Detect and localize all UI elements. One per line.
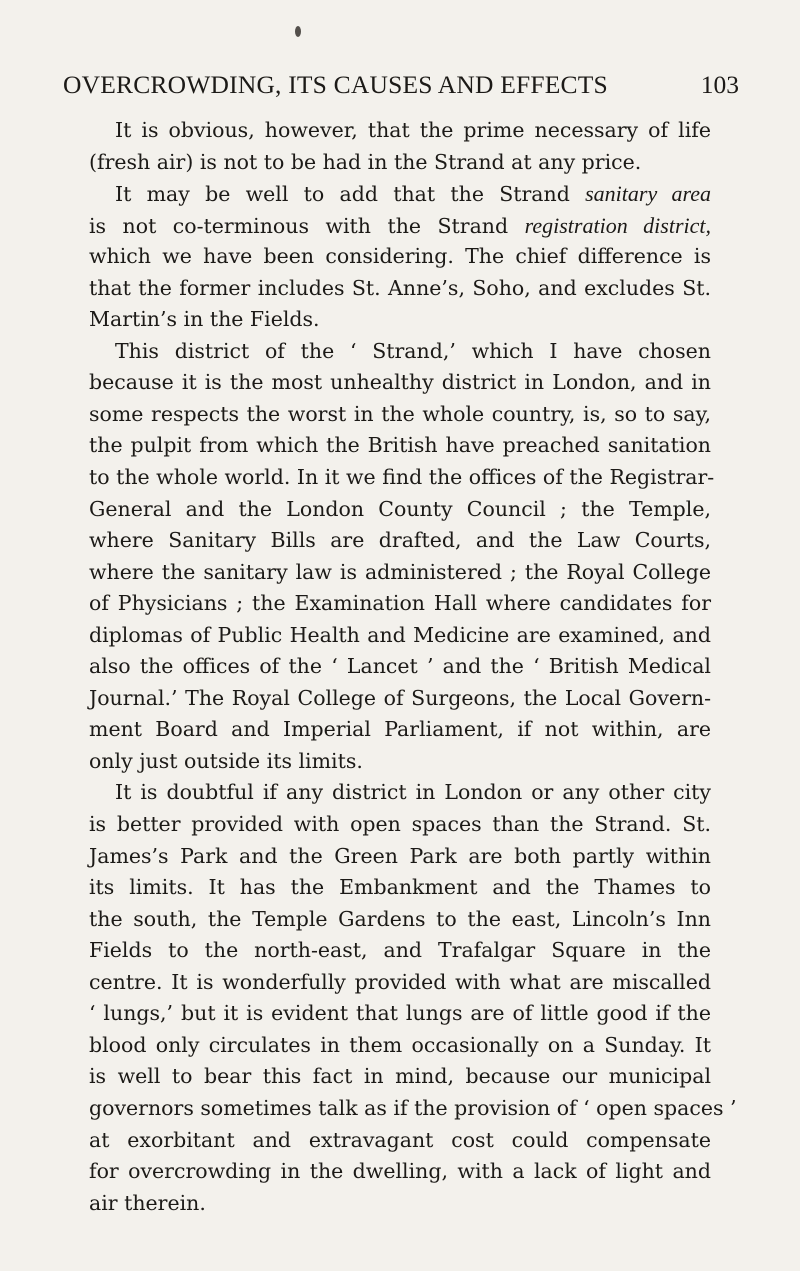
text-line xyxy=(89,210,711,242)
text-line: It is obvious, however, that the prime necessary of life xyxy=(115,118,711,142)
text-line: Journal.’ The Royal College of Surgeons, the Local Govern- xyxy=(89,685,711,710)
text-line: only just outside its limits. xyxy=(89,748,363,773)
text-line: Fields to the north-east, and Trafalgar Square in the xyxy=(89,938,711,963)
text-line: General and the London County Council ; the Temple, xyxy=(89,496,711,521)
text-line: centre. It is wonderfully provided with what are miscalled xyxy=(89,969,711,994)
running-title: OVERCROWDING, ITS CAUSES AND EFFECTS xyxy=(63,70,608,99)
text-line: James’s Park and the Green Park are both partly within xyxy=(89,843,711,868)
text-line: the pulpit from which the British have preached sanitation xyxy=(89,433,711,458)
text-line xyxy=(89,178,711,210)
text-line: the south, the Temple Gardens to the east, Lincoln’s Inn xyxy=(89,906,711,931)
text-line: (fresh air) is not to be had in the Strand at any price. xyxy=(89,149,642,174)
text-line: ‘ lungs,’ but it is evident that lungs are of little good if the xyxy=(89,1001,711,1026)
printer-mark xyxy=(295,26,301,37)
text-run: is not co-terminous with the Strand xyxy=(89,213,509,238)
page-number: 103 xyxy=(700,70,739,99)
body-text xyxy=(89,115,737,1219)
text-line: for overcrowding in the dwelling, with a lack of light and xyxy=(89,1159,711,1184)
text-line: is well to bear this fact in mind, because our municipal xyxy=(89,1064,711,1089)
text-line: its limits. It has the Embankment and the Thames to xyxy=(89,875,711,900)
text-line: because it is the most unhealthy district in London, and in xyxy=(89,370,711,395)
text-line: is better provided with open spaces than the Strand. St. xyxy=(89,812,711,837)
text-line: governors sometimes talk as if the provision of ‘ open spaces ’ xyxy=(89,1095,737,1120)
text-line: air therein. xyxy=(89,1190,206,1215)
text-line: diplomas of Public Health and Medicine are examined, and xyxy=(89,622,711,647)
text-line: blood only circulates in them occasionally on a Sunday. It xyxy=(89,1032,711,1057)
text-line: It is doubtful if any district in London or any other city xyxy=(115,780,711,805)
text-line: which we have been considering. The chief difference is xyxy=(89,244,711,269)
text-line: some respects the worst in the whole country, is, so to say, xyxy=(89,401,711,426)
text-line: This district of the ‘ Strand,’ which I have chosen xyxy=(115,338,711,363)
text-line: where Sanitary Bills are drafted, and the Law Courts, xyxy=(89,528,711,553)
page-header xyxy=(63,70,739,110)
italic-phrase: sanitary area xyxy=(585,181,711,207)
text-run: It may be well to add that the Strand xyxy=(115,182,570,207)
text-line: to the whole world. In it we find the offices of the Registrar- xyxy=(89,465,715,490)
text-line: also the offices of the ‘ Lancet ’ and the ‘ British Medical xyxy=(89,654,711,679)
text-line: of Physicians ; the Examination Hall where candidates for xyxy=(89,591,711,616)
text-line: where the sanitary law is administered ; the Royal College xyxy=(89,559,711,584)
text-line: at exorbitant and extravagant cost could compensate xyxy=(89,1127,711,1152)
text-line: Martin’s in the Fields. xyxy=(89,307,320,332)
text-line: ment Board and Imperial Parliament, if not within, are xyxy=(89,717,711,742)
italic-phrase: registration district, xyxy=(524,212,711,238)
text-line: that the former includes St. Anne’s, Soho, and excludes St. xyxy=(89,275,711,300)
